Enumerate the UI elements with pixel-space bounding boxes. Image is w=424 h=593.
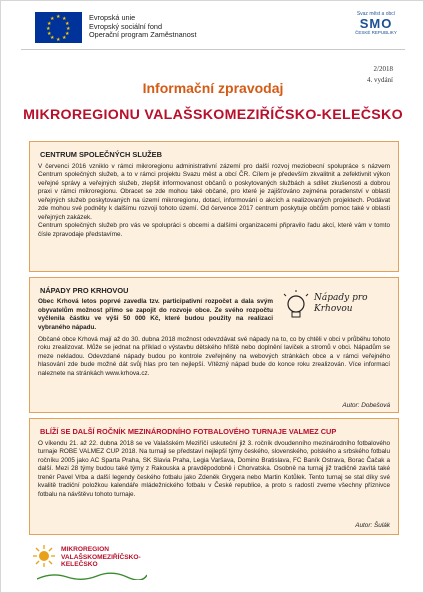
section-lead: Obec Krhová letos poprvé zavedla tzv. participativní rozpočet a dala svým obyvatelům možnost přímo se zapojit do rozvoje obce. Ze svého rozpočtu vyčlenila částku ve výši 50 000 Kč, které budou použity na realizaci vybraného nápadu. (38, 298, 273, 331)
footer-logo-line: MIKROREGION (61, 546, 109, 553)
section-body (38, 163, 390, 239)
author: Autor: Dobešová (342, 402, 390, 409)
eu-line: Evropská unie (89, 13, 136, 22)
eu-line: Evropský sociální fond (89, 21, 163, 31)
footer-logo-text (61, 546, 141, 569)
eu-line: Operační program Zaměstnanost (89, 30, 197, 40)
author: Autor: Šulák (355, 522, 390, 529)
section-body (38, 336, 390, 378)
section-krhova (29, 277, 399, 413)
footer-logo-line: VALAŠSKOMEZIŘÍČSKO- (61, 553, 141, 561)
smo-tag: Svaz měst a obcí (356, 11, 396, 17)
section-body (38, 440, 390, 499)
region-title: MIKROREGIONU VALAŠSKOMEZIŘÍČSKO-KELEČSKO (23, 107, 403, 123)
sun-icon (33, 545, 55, 567)
newsletter-title: Informační zpravodaj (142, 80, 284, 96)
eu-text (89, 14, 196, 40)
paragraph: Centrum společných služeb pro vás ve spolupráci s obcemi a dalšími organizacemi připravilo řadu akcí, které vám v tomto čísle zpravodaje představíme. (38, 222, 390, 238)
section-heading: NÁPADY PRO KRHOVOU (40, 286, 129, 295)
section-heading: CENTRUM SPOLEČNÝCH SLUŽEB (40, 150, 162, 159)
paragraph: Občané obce Krhová mají až do 30. dubna 2018 možnost odevzdávat své nápady na to, co by chtěli v obci v průběhu tohoto roku zrealizovat. Může se jednat na příklad o výstavbu dětského hřiště nebo doplnění laviček a stromů v obci. Nápadům se meze nekladou. Odevzdané nápady budou po kontrole zveřejněny na webových stránkách obce a v rámci veřejného hlasování zde bude možné dát svůj hlas pro ten nejlepší. Vítězný nápad bude do konce roku zrealizován. Více informací naleznete na stránkách www.krhova.cz. (38, 336, 390, 377)
eu-flag-icon: ★ ★ ★ ★ ★ ★ ★ ★ ★ ★ ★ ★ (35, 12, 82, 43)
smo-logo-text: SMO (359, 16, 393, 31)
section-centrum (29, 141, 399, 272)
issue-edition: 4. vydání (366, 76, 393, 84)
footer-logo (29, 541, 149, 591)
hills-icon (37, 572, 147, 580)
footer-logo-line: KELEČSKO (61, 561, 98, 568)
paragraph: V červenci 2016 vzniklo v rámci mikroregionu administrativní zázemí pro další rozvoj meziobecní spolupráce s názvem Centrum společných služeb, a to v rámci projektu Svazu měst a obcí ČR. Cílem je především zkvalitnit a zefektivnit výkon veřejné správy a veřejných služeb, zlepšit informovanost občanů o poskytovaných službách a sdílet zkušenosti a dobrou praxi v rámci mikroregionu. Obracet se zde mohou také občané, pro které je zajišťováno zejména poradenství v oblasti veřejných služeb poskytovaných na území mikroregionu, dotací, informování o akcích a realizovaných projektech. Podávat zde mohou své podněty k dalšímu rozvoji tohoto území. Od července 2017 centrum poskytuje občům pomoc také v oblasti veřejných zakázek. (38, 163, 390, 221)
section-heading: BLÍŽÍ SE DALŠÍ ROČNÍK MEZINÁRODNÍHO FOTBALOVÉHO TURNAJE VALMEZ CUP (40, 427, 337, 436)
header-divider (21, 49, 405, 50)
paragraph: O víkendu 21. až 22. dubna 2018 se ve Valašském Meziříčí uskuteční již 3. ročník dvoudenního mezinárodního fotbalového turnaje ROBE VALMEZ CUP 2018. Na turnaji se představí nejlepší týmy českého, slovenského, polského a srbského fotbalu ročníku 2005 jako AC Sparta Praha, SK Slavia Praha, Legia Varšava, Domino Bratislava, FC Baník Ostrava, Borac Čačak a další. Mezi 28 týmy budou také týmy z Rakouska a pravděpodobně i Chorvatska. Osobně na turnaj již tradičně zavítá také trenér Pavel Vrba a další legendy českého fotbalu jako Zdeněk Grygera nebo Martin Kotůlek. Tento turnaj se stal díky své kvalitě tradiční položkou kalendáře mládežnického fotbalu v České republice, a proto s radostí zveme všechny příznivce fotbalu na návštěvu tohoto turnaje. (38, 440, 390, 498)
smo-logo (341, 11, 411, 41)
issue-number: 2/2018 (373, 65, 393, 73)
napady-image (282, 290, 390, 328)
header (21, 9, 411, 45)
napady-image-text: Nápady pro Krhovou (314, 293, 368, 314)
section-valmez-cup (29, 418, 399, 535)
smo-sub: ČESKÉ REPUBLIKY (355, 30, 397, 35)
